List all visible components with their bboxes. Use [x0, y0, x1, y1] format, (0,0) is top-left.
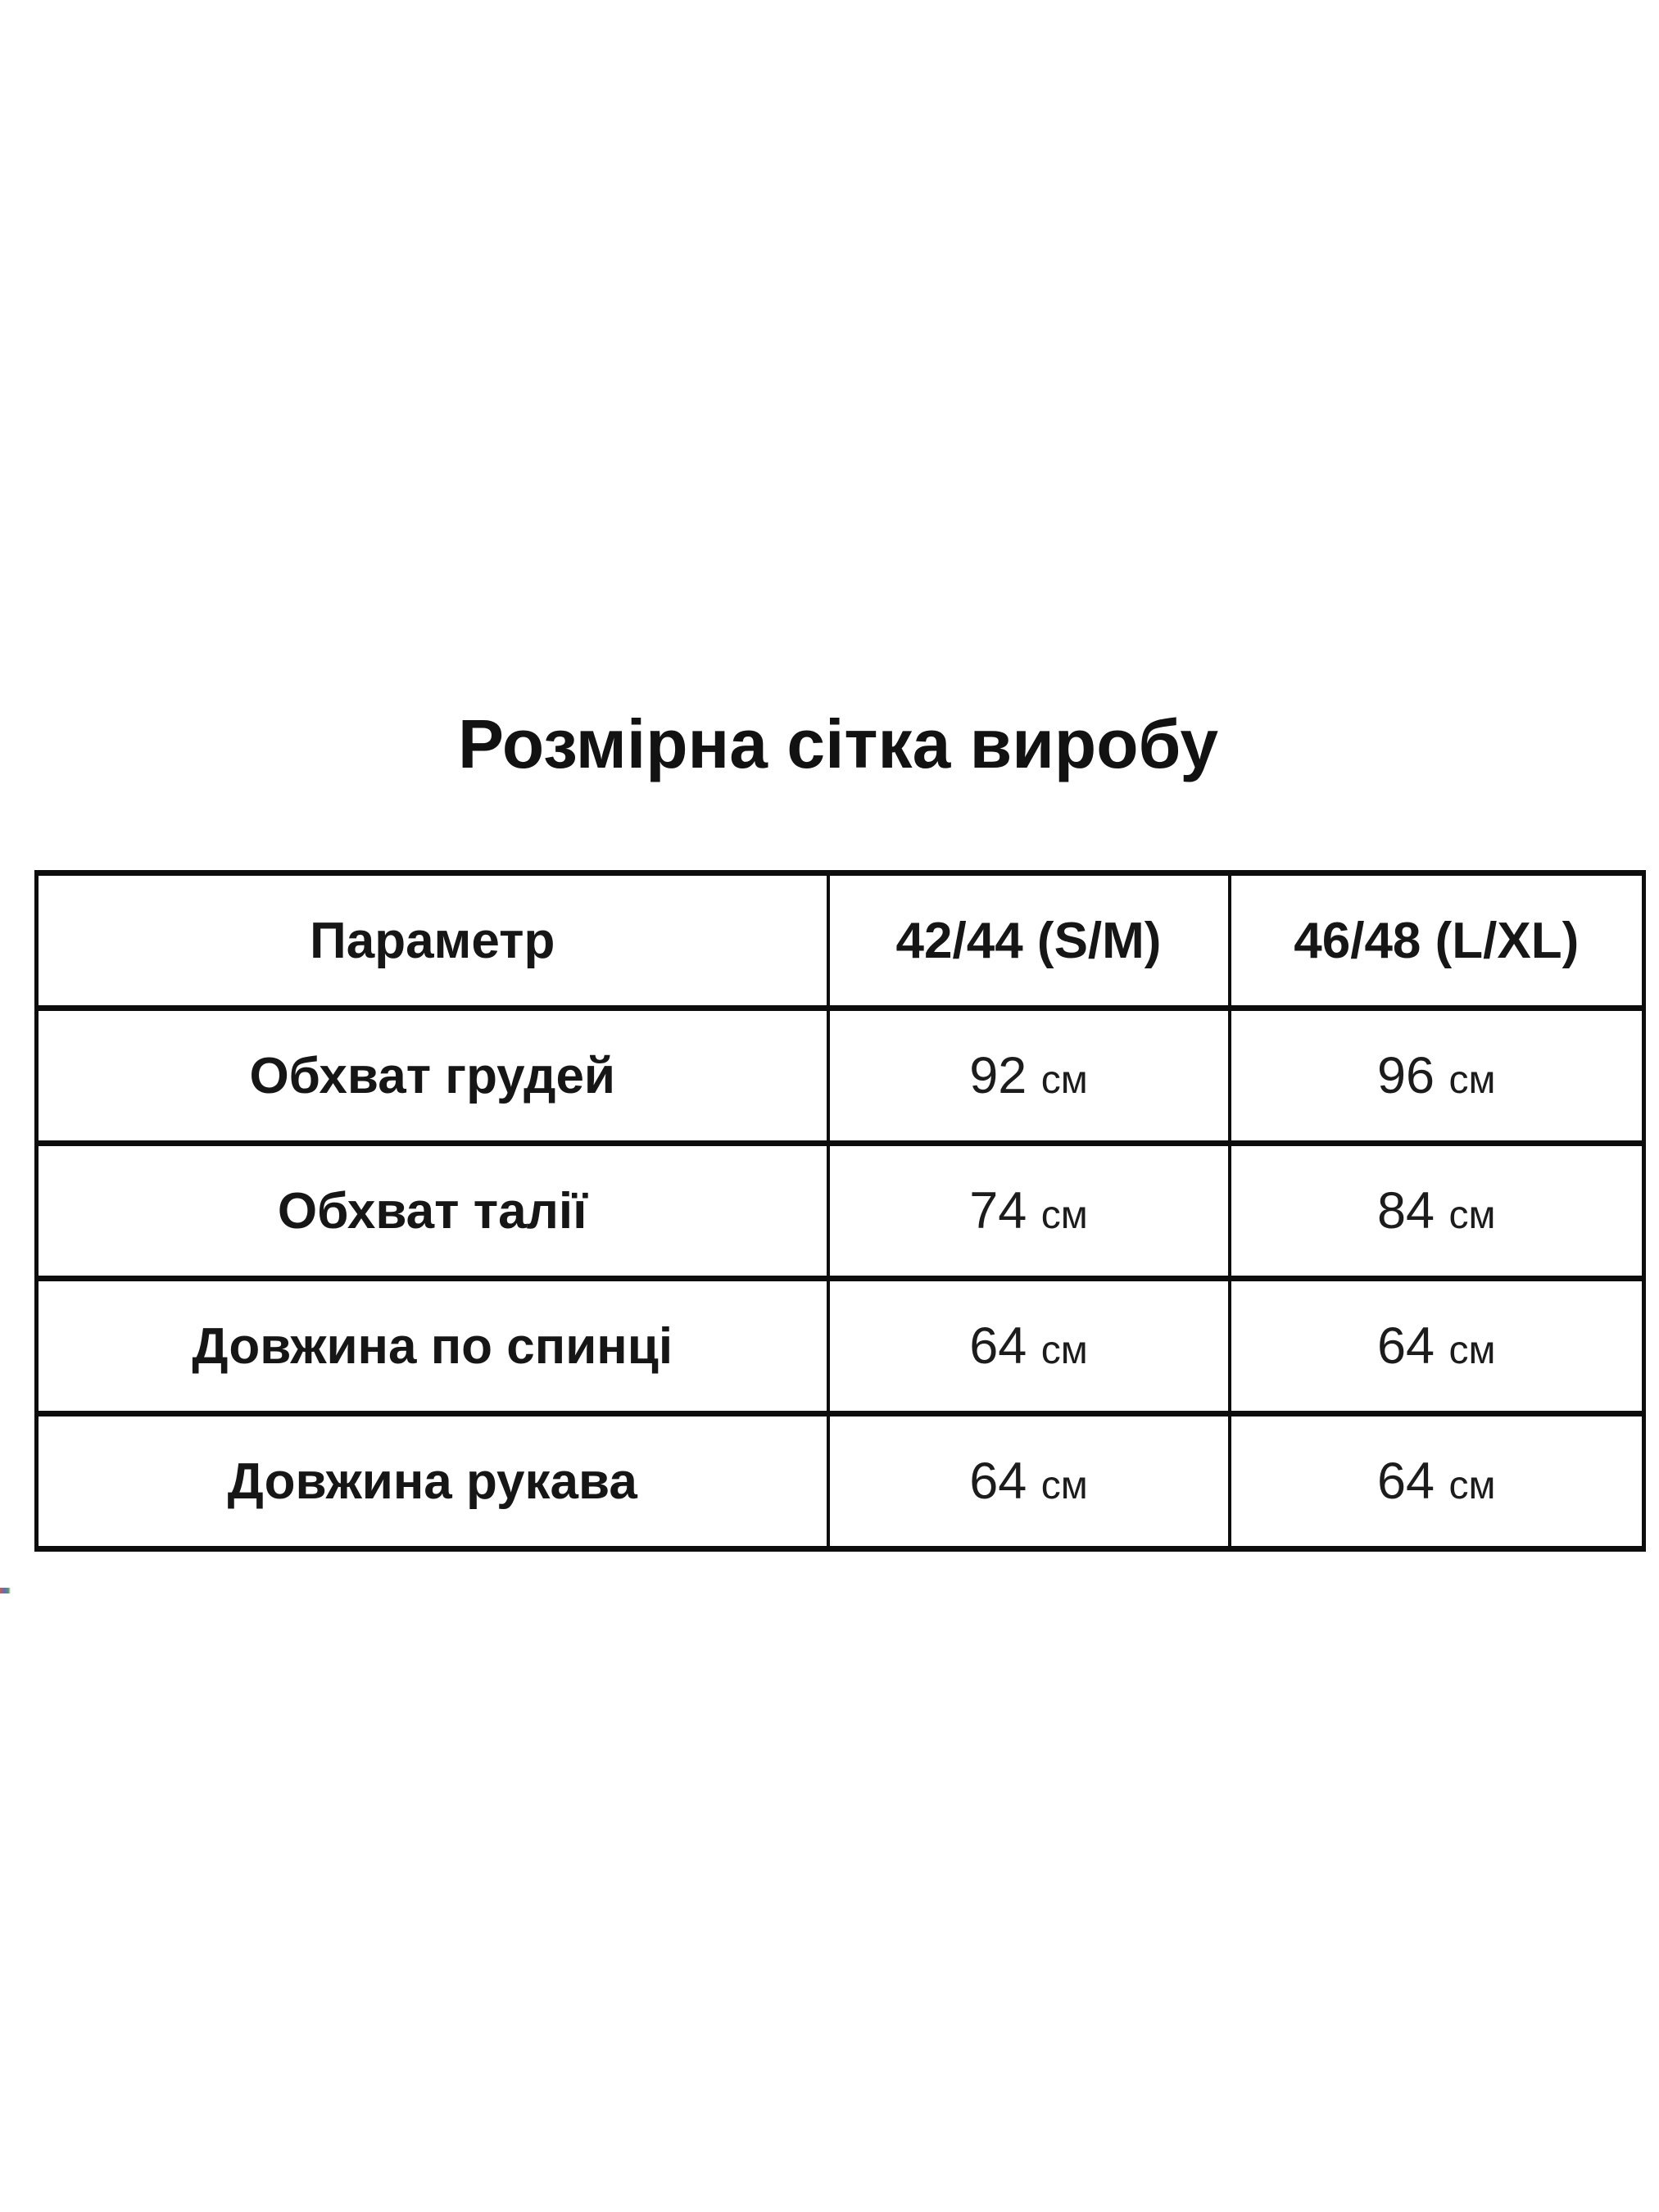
value-number: 64 — [969, 1453, 1027, 1510]
value-unit: см — [1448, 1329, 1496, 1372]
edge-artifact-mark — [0, 1588, 11, 1593]
value-cell — [1230, 1279, 1644, 1414]
value-unit: см — [1448, 1464, 1496, 1507]
value-number: 96 — [1376, 1047, 1435, 1104]
value-number: 64 — [1376, 1317, 1435, 1375]
header-cell-size-lxl: 46/48 (L/XL) — [1230, 873, 1644, 1009]
value-unit: см — [1040, 1464, 1088, 1507]
value-cell — [828, 1144, 1230, 1279]
table-header-row — [37, 873, 1644, 1009]
value-cell — [828, 1279, 1230, 1414]
value-cell — [1230, 1009, 1644, 1144]
table-row-waist — [37, 1144, 1644, 1279]
value-number: 92 — [969, 1047, 1027, 1104]
value-unit: см — [1448, 1058, 1496, 1102]
value-cell — [828, 1414, 1230, 1549]
table-row-chest — [37, 1009, 1644, 1144]
value-number: 84 — [1376, 1182, 1435, 1240]
table-row-sleeve-length — [37, 1414, 1644, 1549]
size-table — [34, 870, 1646, 1552]
row-label-chest: Обхват грудей — [37, 1009, 828, 1144]
value-unit: см — [1040, 1329, 1088, 1372]
header-cell-size-sm: 42/44 (S/M) — [828, 873, 1230, 1009]
value-unit: см — [1040, 1194, 1088, 1237]
value-number: 64 — [969, 1317, 1027, 1375]
row-label-waist: Обхват талії — [37, 1144, 828, 1279]
value-cell — [828, 1009, 1230, 1144]
value-unit: см — [1040, 1058, 1088, 1102]
value-unit: см — [1448, 1194, 1496, 1237]
row-label-back-length: Довжина по спинці — [37, 1279, 828, 1414]
page-title: Розмірна сітка виробу — [457, 705, 1219, 782]
value-cell — [1230, 1144, 1644, 1279]
value-number: 74 — [969, 1182, 1027, 1240]
table-row-back-length — [37, 1279, 1644, 1414]
value-cell — [1230, 1414, 1644, 1549]
row-label-sleeve-length: Довжина рукава — [37, 1414, 828, 1549]
value-number: 64 — [1376, 1453, 1435, 1510]
header-cell-parameter: Параметр — [37, 873, 828, 1009]
